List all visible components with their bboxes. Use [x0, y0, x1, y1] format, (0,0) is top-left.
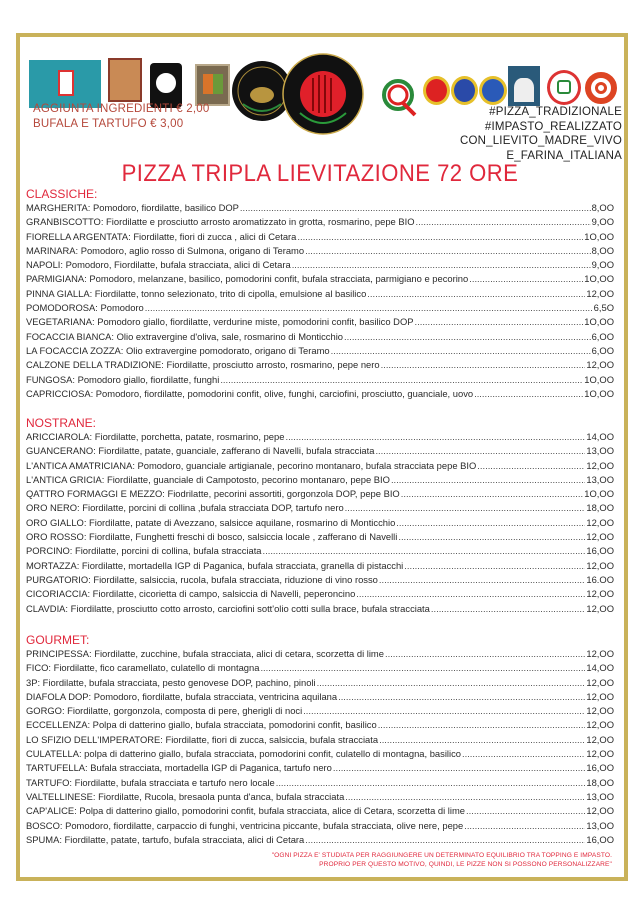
- item-description: MARINARA: Pomodoro, aglio rosso di Sulmona, origano di Teramo: [26, 244, 305, 256]
- menu-item: [26, 733, 614, 747]
- item-description: TARTUFELLA: Bufala stracciata, mortadella IGP di Paganica, tartufo nero: [26, 762, 332, 774]
- menu-item: [26, 501, 614, 515]
- menu-item: [26, 215, 614, 229]
- item-price: 12,OO: [586, 602, 614, 614]
- item-price: 8,OO: [591, 202, 614, 213]
- item-description: PRINCIPESSA: Fiordilatte, zucchine, bufala stracciata, alici di cetara, scorzetta di lime: [26, 648, 384, 659]
- surcharge-ingredients: AGGIUNTA INGREDIENTI € 2,00: [33, 103, 210, 115]
- tricolor-wreath-logo: [375, 75, 421, 121]
- item-price: 16,OO: [586, 762, 614, 774]
- menu-item: [26, 430, 614, 444]
- item-price: 1O,OO: [584, 316, 614, 328]
- item-price: 12,OO: [586, 459, 614, 471]
- dop-seal-icon: [423, 76, 450, 105]
- menu-item: [26, 459, 614, 473]
- menu-item: [26, 747, 614, 761]
- item-description: CAPRICCIOSA: Pomodoro, fiordilatte, pomodorini confit, olive, funghi, carciofini, prosciutto, guanciale, uovo: [26, 387, 474, 399]
- footer-note: [272, 851, 612, 869]
- menu-item: [26, 544, 614, 558]
- item-description: GUANCERANO: Fiordilatte, patate, guanciale, zafferano di Navelli, bufala stracciata: [26, 445, 375, 457]
- item-description: NAPOLI: Pomodoro, Fiordilatte, bufala stracciata, alici di Cetara: [26, 259, 291, 271]
- surcharge-info: [33, 102, 209, 131]
- dot-leader: [415, 315, 584, 329]
- dot-leader: [220, 373, 583, 387]
- menu-item: [26, 244, 614, 258]
- item-price: 12,OO: [586, 705, 614, 717]
- item-price: 13,OO: [586, 445, 614, 457]
- dot-leader: [469, 272, 583, 286]
- item-price: 12,OO: [586, 719, 614, 731]
- item-price: 6,OO: [591, 344, 614, 356]
- item-description: ORO GIALLO: Fiordilatte, patate di Avezzano, salsicce aquilane, rosmarino di Monticchio: [26, 516, 396, 528]
- item-description: LA FOCACCIA ZOZZA: Olio extravergine pomodorato, origano di Teramo: [26, 344, 330, 356]
- menu-item: [26, 790, 614, 804]
- menu-item: [26, 761, 614, 775]
- dot-leader: [297, 230, 583, 244]
- item-price: 1O,OO: [584, 387, 614, 399]
- menu-item: [26, 704, 614, 718]
- dot-leader: [379, 573, 586, 587]
- menu-item: [26, 287, 614, 301]
- item-description: ORO ROSSO: Fiordilatte, Funghetti freschi di bosco, salsiccia locale , zafferano di Navelli: [26, 531, 398, 543]
- hashtag-line: E_FARINA_ITALIANA: [506, 149, 622, 162]
- dot-leader: [305, 833, 585, 847]
- menu-item: [26, 230, 614, 244]
- dot-leader: [285, 430, 585, 444]
- item-price: 6,OO: [591, 330, 614, 342]
- dot-leader: [356, 587, 585, 601]
- item-description: CLAVDIA: Fiordilatte, prosciutto cotto arrosto, carciofini sott'olio cotti sulla brace, bufala stracciata: [26, 602, 430, 614]
- hashtags: [460, 105, 622, 163]
- item-price: 16,OO: [586, 833, 614, 845]
- dot-leader: [240, 201, 591, 215]
- dot-leader: [145, 301, 593, 315]
- dot-leader: [303, 704, 585, 718]
- item-price: 9,OO: [591, 259, 614, 271]
- item-description: VALTELLINESE: Fiordilatte, Rucola, bresaola punta d'anca, bufala stracciata: [26, 790, 345, 802]
- item-price: 16,OO: [586, 545, 614, 557]
- dot-leader: [396, 516, 585, 530]
- menu-item: [26, 373, 614, 387]
- dot-leader: [404, 559, 585, 573]
- menu-item: [26, 358, 614, 372]
- dot-leader: [345, 501, 586, 515]
- menu-item: [26, 301, 614, 315]
- item-description: CALZONE DELLA TRADIZIONE: Fiordilatte, prosciutto arrosto, rosmarino, pepe nero: [26, 359, 380, 371]
- item-price: 12,OO: [586, 748, 614, 760]
- eu-seal-icon: [479, 76, 507, 105]
- item-description: PINNA GIALLA: Fiordilatte, tonno selezionato, trito di cipolla, emulsione al basilico: [26, 287, 367, 299]
- menu-item: [26, 559, 614, 573]
- igp-seal-icon: [451, 76, 478, 105]
- item-price: 12,OO: [586, 559, 614, 571]
- dot-leader: [464, 819, 585, 833]
- dot-leader: [431, 602, 586, 616]
- dot-leader: [381, 358, 586, 372]
- menu-item: [26, 258, 614, 272]
- section-title: CLASSICHE:: [26, 187, 98, 201]
- item-price: 18,OO: [586, 776, 614, 788]
- dot-leader: [391, 473, 585, 487]
- item-description: GRANBISCOTTO: Fiordilatte e prosciutto arrosto aromatizzato in grotta, rosmarino, pepe BIO: [26, 216, 415, 228]
- item-description: GORGO: Fiordilatte, gorgonzola, composta di pere, gherigli di noci: [26, 705, 303, 717]
- item-description: ORO NERO: Fiordilatte, porcini di collina ,bufala stracciata DOP, tartufo nero: [26, 502, 344, 514]
- bio-logo: [547, 70, 581, 105]
- menu-item: [26, 573, 614, 587]
- item-price: 8,OO: [591, 244, 614, 256]
- item-description: PURGATORIO: Fiordilatte, salsiccia, rucola, bufala stracciata, riduzione di vino rosso: [26, 573, 378, 585]
- section-title: NOSTRANE:: [26, 416, 97, 430]
- item-description: 3P: Fiordilatte, bufala stracciata, pesto genovese DOP, pachino, pinoli: [26, 676, 316, 688]
- item-description: PORCINO: Fiordilatte, porcini di collina, bufala stracciata: [26, 545, 262, 557]
- menu-item: [26, 473, 614, 487]
- dot-leader: [474, 387, 583, 401]
- item-description: CULATELLA: polpa di datterino giallo, bufala stracciata, pomodorini confit, culatello di montagna, basilico: [26, 748, 461, 760]
- item-description: QATTRO FORMAGGI E MEZZO: Fiodrilatte, pecorini assortiti, gorgonzola DOP, pepe BIO: [26, 488, 400, 500]
- item-description: FIORELLA ARGENTATA: Fiordilatte, fiori di zucca , alici di Cetara: [26, 230, 297, 242]
- item-description: DIAFOLA DOP: Pomodoro, fiordilatte, bufala stracciata, ventricina aquilana: [26, 690, 338, 702]
- menu-item: [26, 272, 614, 286]
- dot-leader: [416, 215, 591, 229]
- item-description: CICORIACCIA: Fiordilatte, cicorietta di campo, salsiccia di Navelli, peperoncino: [26, 588, 356, 600]
- menu-item: [26, 315, 614, 329]
- dot-leader: [462, 747, 585, 761]
- item-description: LO SFIZIO DELL'IMPERATORE: Fiordilatte, fiori di zucca, salsiccia, bufala stracciata: [26, 733, 379, 745]
- item-price: 12,OO: [586, 359, 614, 371]
- item-price: 12,OO: [586, 588, 614, 600]
- dot-leader: [276, 776, 586, 790]
- menu-item: [26, 530, 614, 544]
- item-description: ARICCIAROLA: Fiordilatte, porchetta, patate, rosmarino, pepe: [26, 431, 285, 442]
- menu-item: [26, 804, 614, 818]
- item-description: L'ANTICA AMATRICIANA: Pomodoro, guanciale artigianale, pecorino montanaro, bufala stracciata pepe BIO: [26, 459, 477, 471]
- item-description: MARGHERITA: Pomodoro, fiordilatte, basilico DOP: [26, 202, 239, 213]
- item-price: 14,OO: [586, 431, 614, 442]
- dot-leader: [401, 487, 584, 501]
- item-price: 9,OO: [591, 216, 614, 228]
- dot-leader: [333, 761, 585, 775]
- item-price: 13,OO: [586, 473, 614, 485]
- item-description: BOSCO: Pomodoro, fiordilatte, carpaccio di funghi, ventricina piccante, bufala stracciata, olive nere, pepe: [26, 819, 464, 831]
- item-price: 6,5O: [593, 302, 614, 314]
- menu-item: [26, 647, 614, 661]
- item-price: 12,OO: [586, 516, 614, 528]
- surcharge-bufala-tartufo: BUFALA E TARTUFO € 3,00: [33, 117, 184, 130]
- item-description: FOCACCIA BIANCA: Olio extravergine d'oliva, sale, rosmarino di Monticchio: [26, 330, 344, 342]
- item-description: ECCELLENZA: Polpa di datterino giallo, bufala stracciata, pomodorini confit, basilico: [26, 719, 377, 731]
- item-price: 14,OO: [586, 662, 614, 674]
- dot-leader: [367, 287, 585, 301]
- item-price: 12,OO: [586, 805, 614, 817]
- section-gourmet: [26, 633, 614, 847]
- dot-leader: [292, 258, 591, 272]
- dot-leader: [260, 661, 585, 675]
- product-logo: [195, 64, 230, 106]
- item-price: 13,OO: [586, 819, 614, 831]
- item-description: POMODOROSA: Pomodoro: [26, 302, 144, 314]
- item-price: 12,OO: [586, 287, 614, 299]
- dot-leader: [305, 244, 591, 258]
- menu-item: [26, 819, 614, 833]
- item-price: 12,OO: [586, 733, 614, 745]
- menu-item: [26, 487, 614, 501]
- section-classiche: [26, 187, 614, 401]
- menu-item: [26, 387, 614, 401]
- item-description: FICO: Fiordilatte, fico caramellato, culatello di montagna: [26, 662, 260, 674]
- hashtag-line: CON_LIEVITO_MADRE_VIVO: [459, 135, 622, 147]
- item-description: TARTUFO: Fiordilatte, bufala stracciata e tartufo nero locale: [26, 776, 275, 788]
- menu-title: PIZZA TRIPLA LIEVITAZIONE 72 ORE: [121, 160, 519, 187]
- item-description: CAP'ALICE: Polpa di datterino giallo, pomodorini confit, bufala stracciata, alice di Cetara, scorzetta di lime: [26, 805, 465, 817]
- dot-leader: [385, 647, 585, 661]
- note-line: "OGNI PIZZA E' STUDIATA PER RAGGIUNGERE UN DETERMINATO EQUILIBRIO TRA TOPPING E IMPASTO.: [271, 852, 612, 859]
- item-price: 1O,OO: [584, 373, 614, 385]
- item-price: 12,OO: [586, 648, 614, 659]
- item-price: 1O,OO: [584, 273, 614, 285]
- dot-leader: [398, 530, 585, 544]
- dot-leader: [466, 804, 585, 818]
- item-description: MORTAZZA: Fiordilatte, mortadella IGP di Paganica, bufala stracciata, granella di pistacchi: [26, 559, 404, 571]
- item-price: 12,OO: [586, 531, 614, 543]
- item-price: 16.OO: [586, 573, 614, 585]
- dot-leader: [317, 676, 586, 690]
- menu-item: [26, 776, 614, 790]
- dot-leader: [379, 733, 585, 747]
- dot-leader: [331, 344, 591, 358]
- menu-item: [26, 444, 614, 458]
- dot-leader: [338, 690, 585, 704]
- menu-item: [26, 690, 614, 704]
- item-price: 18,OO: [586, 502, 614, 514]
- menu-item: [26, 587, 614, 601]
- menu-item: [26, 676, 614, 690]
- item-description: VEGETARIANA: Pomodoro giallo, fiordilatte, verdurine miste, pomodorini confit, basilico DOP: [26, 316, 414, 328]
- dot-leader: [375, 444, 585, 458]
- item-price: 1O,OO: [584, 230, 614, 242]
- item-price: 12,OO: [586, 690, 614, 702]
- menu-item: [26, 344, 614, 358]
- item-price: 13,OO: [586, 790, 614, 802]
- section-nostrane: [26, 416, 614, 616]
- menu-item: [26, 330, 614, 344]
- item-description: L'ANTICA GRICIA: Fiordilatte, guanciale di Campotosto, pecorino montanaro, pepe BIO: [26, 473, 390, 485]
- slow-food-snail-logo: [585, 72, 617, 104]
- menu-item: [26, 661, 614, 675]
- note-line: PROPRIO PER QUESTO MOTIVO, QUINDI, LE PIZZE NON SI POSSONO PERSONALIZZARE": [319, 861, 612, 868]
- menu-item: [26, 201, 614, 215]
- item-price: 12,OO: [586, 676, 614, 688]
- award-logo: [29, 60, 101, 108]
- section-title: GOURMET:: [26, 633, 90, 647]
- dot-leader: [477, 459, 585, 473]
- hashtag-line: #IMPASTO_REALIZZATO: [484, 120, 622, 133]
- dot-leader: [345, 790, 585, 804]
- item-price: 1O,OO: [584, 488, 614, 500]
- item-description: PARMIGIANA: Pomodoro, melanzane, basilico, pomodorini confit, bufala stracciata, parmigiano e pecorino: [26, 273, 469, 285]
- hashtag-line: #PIZZA_TRADIZIONALE: [489, 106, 622, 118]
- pizza-e-arrosticini-logo: [282, 53, 364, 135]
- menu-item: [26, 602, 614, 616]
- menu-item: [26, 718, 614, 732]
- park-logo: [108, 58, 142, 102]
- item-description: SPUMA: Fiordilatte, patate, tartufo, bufala stracciata, alici di Cetara: [26, 833, 305, 845]
- menu-item: [26, 516, 614, 530]
- dot-leader: [344, 330, 591, 344]
- dot-leader: [263, 544, 586, 558]
- item-description: FUNGOSA: Pomodoro giallo, fiordilatte, funghi: [26, 373, 220, 385]
- menu-item: [26, 833, 614, 847]
- dot-leader: [378, 718, 586, 732]
